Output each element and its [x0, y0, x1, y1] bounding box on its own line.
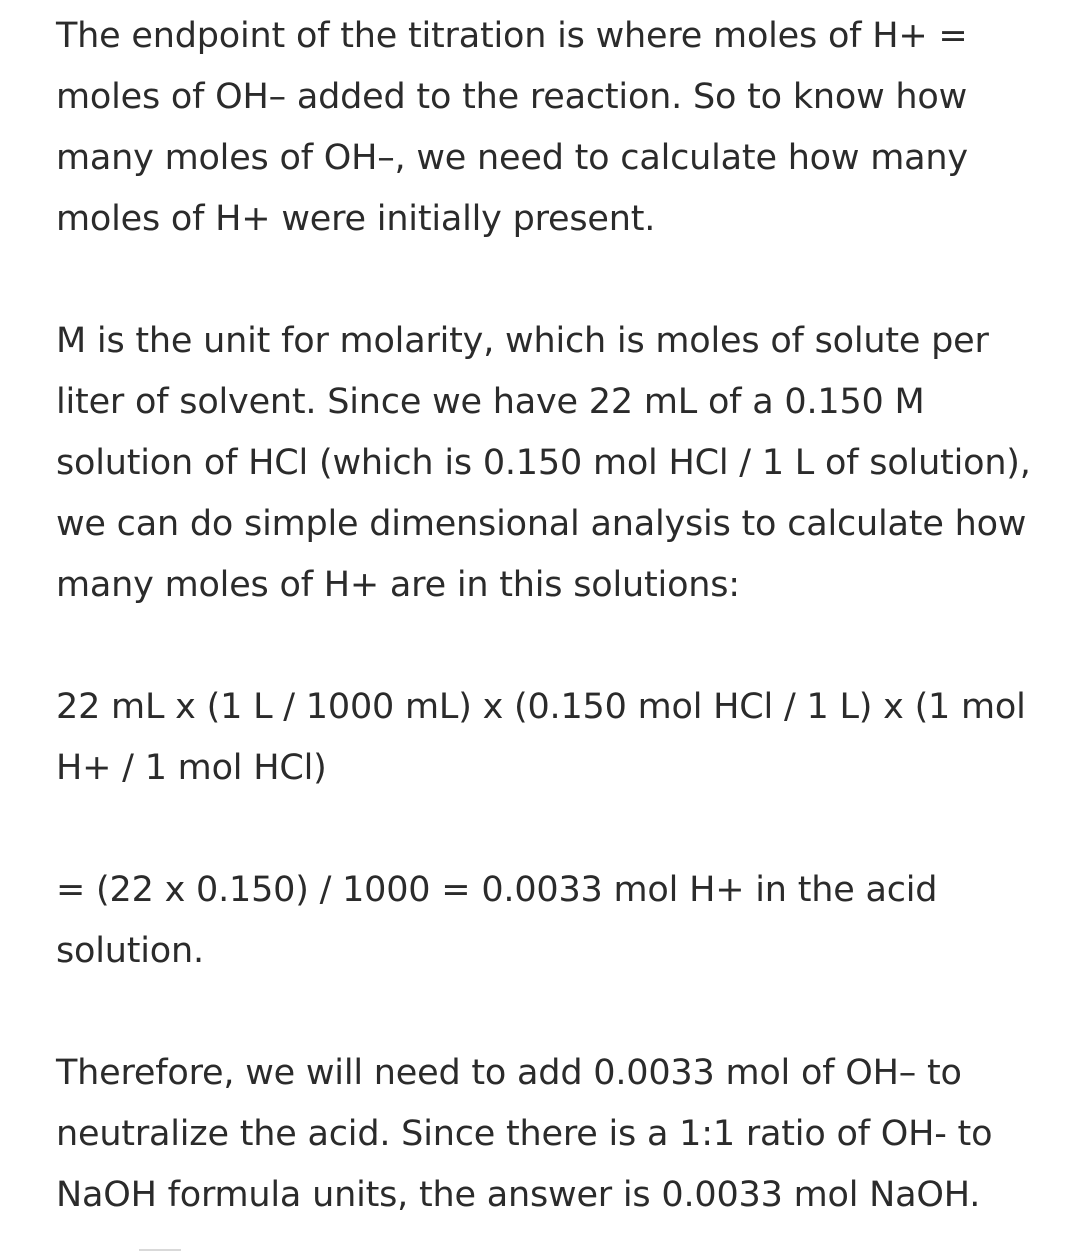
paragraph-dimensional-analysis: 22 mL x (1 L / 1000 mL) x (0.150 mol HCl / 1 L) x (1 mol H+ / 1 mol HCl) — [56, 687, 1026, 788]
paragraph-molarity: M is the unit for molarity, which is moles of solute per liter of solvent. Since we have 22 mL of a 0.150 M solution of HCl (which is 0.150 mol HCl / 1 L of solution), we can do simple dimensional analysis to calculate how many moles of H+ are in this solutions: — [56, 321, 1031, 605]
answer-text — [56, 6, 1046, 1226]
paragraph-conclusion: Therefore, we will need to add 0.0033 mol of OH– to neutralize the acid. Since there is a 1:1 ratio of OH- to NaOH formula units, the answer is 0.0033 mol NaOH. — [56, 1053, 993, 1215]
divider — [139, 1249, 181, 1251]
paragraph-endpoint: The endpoint of the titration is where moles of H+ = moles of OH– added to the reaction. So to know how many moles of OH–, we need to calculate how many moles of H+ were initially present. — [56, 16, 968, 239]
paragraph-result: = (22 x 0.150) / 1000 = 0.0033 mol H+ in the acid solution. — [56, 870, 938, 971]
